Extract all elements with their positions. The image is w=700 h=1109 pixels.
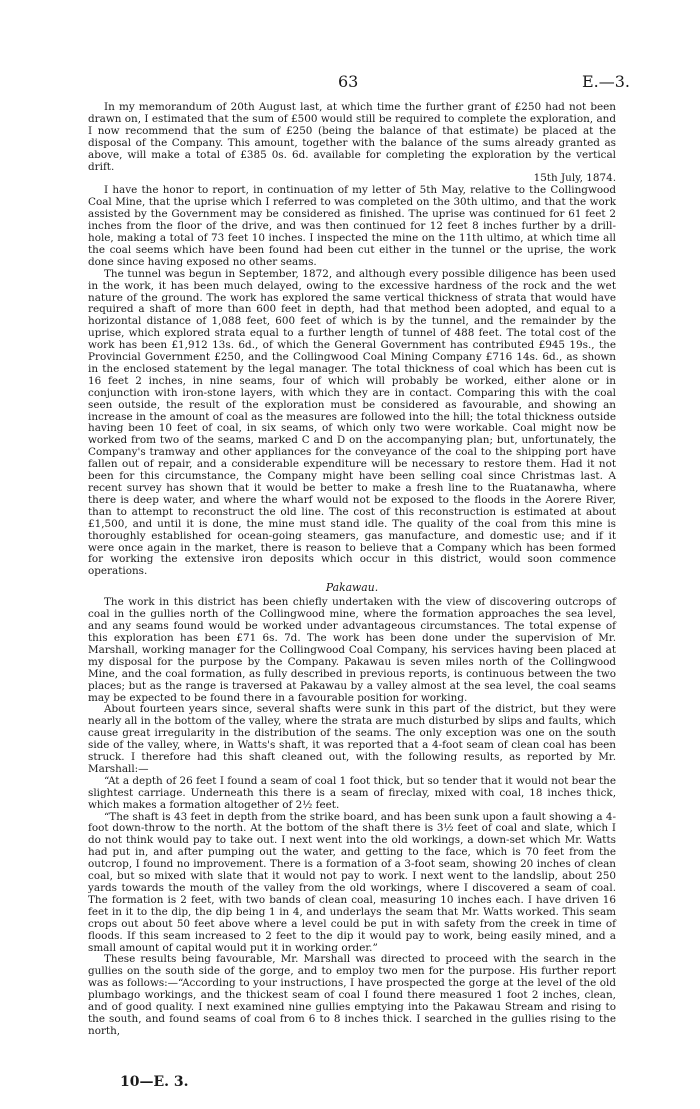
page-number: 63	[338, 72, 359, 91]
page-header	[0, 72, 700, 94]
paragraph: The work in this district has been chiefly undertaken with the view of discovering outcrops of coal in the gullies north of the Collingwood mine, where the formation approaches the sea level, and any seams found would be worked under advantageous circumstances. The total expense of this exploration has been £71 6s. 7d. The work has been done under the supervision of Mr. Marshall, working manager for the Collingwood Coal Company, his services having been placed at my disposal for the purpose by the Company. Pakawau is seven miles north of the Collingwood Mine, and the coal formation, as fully described in previous reports, is continuous between the two places; but as the range is traversed at Pakawau by a valley almost at the sea level, the coal seams may be expected to be found there in a favourable position for working.	[88, 596, 616, 704]
quoted-paragraph: “At a depth of 26 feet I found a seam of coal 1 foot thick, but so tender that it would not bear the slightest carriage. Underneath this there is a seam of fireclay, mixed with coal, 18 inches thick, which makes a formation altogether of 2½ feet.	[88, 774, 616, 811]
paragraph: The tunnel was begun in September, 1872, and although every possible diligence has been used in the work, it has been much delayed, owing to the excessive hardness of the rock and the wet nature of the ground. The work has explored the same vertical thickness of strata that would have required a shaft of more than 600 feet in depth, had that method been adopted, and equal to a horizontal distance of 1,088 feet, 600 feet of which is by the tunnel, and the remainder by the uprise, which explored strata equal to a further length of tunnel of 488 feet. The total cost of the work has been £1,912 13s. 6d., of which the General Government has contributed £945 19s., the Provincial Government £250, and the Collingwood Coal Mining Company £716 14s. 6d., as shown in the enclosed statement by the legal manager. The total thickness of coal which has been cut is 16 feet 2 inches, in nine seams, four of which will probably be worked, either alone or in conjunction with iron-stone layers, with which they are in contact. Comparing this with the coal seen outside, the result of the exploration must be considered as favourable, and showing an increase in the amount of coal as the measures are followed into the hill; the total thickness outside having been 10 feet of coal, in six seams, of which only two were workable. Coal might now be worked from two of the seams, marked C and D on the accompanying plan; but, unfortunately, the Company's tramway and other appliances for the conveyance of the coal to the shipping port have fallen out of repair, and a considerable expenditure will be necessary to restore them. Had it not been for this circumstance, the Company might have been selling coal since Christmas last. A recent survey has shown that it would be better to make a fresh line to the Ruatanawha, where there is deep water, and where the wharf would not be exposed to the floods in the Aorere River, than to attempt to reconstruct the old line. The cost of this reconstruction is estimated at about £1,500, and until it is done, the mine must stand idle. The quality of the coal from this mine is thoroughly established for ocean-going steamers, gas manufacture, and domestic use; and if it were once again in the market, there is reason to believe that a Company which has been formed for working the extensive iron deposits which occur in this district, would soon commence operations.	[88, 267, 616, 578]
section-heading: Pakawau.	[325, 581, 379, 595]
paragraph: These results being favourable, Mr. Marshall was directed to proceed with the search in the gullies on the south side of the gorge, and to employ two men for the purpose. His further report was as follows:—“According to your instructions, I have prospected the gorge at the level of the old plumbago workings, and the thickest seam of coal I found there measured 1 foot 2 inches, clean, and of good quality. I next examined nine gullies emptying into the Pakawau Stream and rising to the south, and found seams of coal from 6 to 8 inches thick. I searched in the gullies rising to the north,	[88, 953, 616, 1037]
signature-mark: 10—E. 3.	[120, 1074, 189, 1090]
date-line: 15th July, 1874.	[533, 172, 616, 185]
paragraph: About fourteen years since, several shafts were sunk in this part of the district, but they were nearly all in the bottom of the valley, where the strata are much disturbed by slips and faults, which cause great irregularity in the distribution of the seams. The only exception was one on the south side of the valley, where, in Watts's shaft, it was reported that a 4-foot seam of clean coal has been struck. I therefore had this shaft cleaned out, with the following results, as reported by Mr. Marshall:—	[88, 703, 616, 775]
paragraph: I have the honor to report, in continuation of my letter of 5th May, relative to the Collingwood Coal Mine, that the uprise which I referred to was completed on the 30th ultimo, and that the work assisted by the Government may be considered as finished. The uprise was continued for 61 feet 2 inches from the floor of the drive, and was then continued for 12 feet 8 inches further by a drill-hole, making a total of 73 feet 10 inches. I inspected the mine on the 11th ultimo, at which time all the coal seems which have been found had been cut either in the tunnel or the uprise, the work done since having exposed no other seams.	[88, 184, 616, 268]
paragraph: In my memorandum of 20th August last, at which time the further grant of £250 had not been drawn on, I estimated that the sum of £500 would still be required to complete the exploration, and I now recommend that the sum of £250 (being the balance of that estimate) be placed at the disposal of the Company. This amount, together with the balance of the sums already granted as above, will make a total of £385 0s. 6d. available for completing the exploration by the vertical drift.	[88, 101, 616, 173]
quoted-paragraph: “The shaft is 43 feet in depth from the strike board, and has been sunk upon a fault showing a 4-foot down-throw to the north. At the bottom of the shaft there is 3½ feet of coal and slate, which I do not think would pay to take out. I next went into the old workings, a down-set which Mr. Watts had put in, and after pumping out the water, and getting to the face, which is 70 feet from the outcrop, I found no improvement. There is a formation of a 3-foot seam, showing 20 inches of clean coal, but so mixed with slate that it would not pay to work. I next went to the landslip, about 250 yards towards the mouth of the valley from the old workings, where I discovered a seam of coal. The formation is 2 feet, with two bands of clean coal, measuring 10 inches each. I have driven 16 feet in it to the dip, the dip being 1 in 4, and underlays the seam that Mr. Watts worked. This seam crops out about 50 feet above where a level could be put in with safety from the creek in time of floods. If this seam increased to 2 feet to the dip it would pay to work, being easily mined, and a small amount of capital would put it in working order.”	[88, 810, 616, 954]
body-text	[88, 102, 616, 1038]
document-reference: E.—3.	[581, 72, 630, 91]
